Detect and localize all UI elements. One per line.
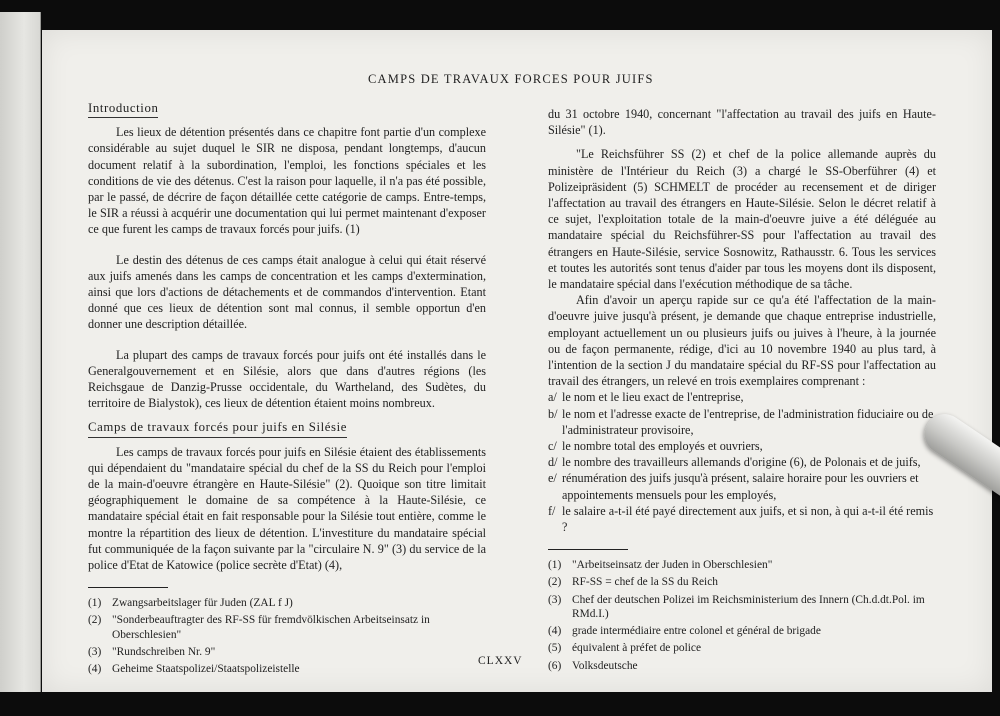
- paragraph-silesia: Les camps de travaux forcés pour juifs en Silésie étaient des établissements qui dépendaient du "mandataire spécial du chef de la SS du Reich pour l'emploi de la main-d'oeuvre étrangère en Haute-Silésie" (2). Quoique son titre limitait géographiquement le domaine de sa compétence à la Haute-Silésie, ce mandataire spécial était en fait responsable pour la Silésie tout entière, comme le montre la répartition des lieux de détention. L'investiture du mandataire spécial fut communiquée de la façon suivante par la "circulaire N. 9" (3) du service de la police d'Etat de Katowice (police secrète d'Etat) (4),: [88, 444, 486, 573]
- quote-paragraph-1: "Le Reichsführer SS (2) et chef de la police allemande auprès du ministère de l'Intérieur du Reich (3) a chargé le SS-Oberführer (4) et Polizeipräsident (5) SCHMELT de procéder au recensement et de diriger l'affectation au travail des étrangers en Haute-Silésie. Selon le décret relatif à ce sujet, l'exploitation totale de la main-d'oeuvre juive a été déléguée au mandataire spécial du Reichsführer-SS pour l'affectation au travail des étrangers en Haute-Silésie, service Sosnowitz, Rathausstr. 6. Tous les services et toutes les autorités sont tenus d'aider par tous les moyens dont ils disposent, le mandataire spécial dans l'exécution méthodique de sa tâche.: [548, 147, 936, 292]
- footnote: (2) "Sonderbeauftragter des RF-SS für fremdvölkischen Arbeitseinsatz in Oberschlesien": [88, 614, 430, 641]
- paragraph-intro-3: La plupart des camps de travaux forcés pour juifs ont été installés dans le Generalgouvernement et en Silésie, alors que dans d'autres régions (les Reichsgaue de Danzig-Prusse occidentale, du Wartheland, des Sudètes, du territoire de Bialystok), ces lieux de détention étaient moins nombreux.: [88, 347, 486, 411]
- footnote: (6) Volksdeutsche: [548, 659, 638, 672]
- quote-paragraph-2: Afin d'avoir un aperçu rapide sur ce qu'a été l'affectation de la main-d'oeuvre juive jusqu'à présent, je demande que chaque entreprise industrielle, employant actuellement un ou plusieurs juifs ou juives à l'heure, à la journée ou de façon permanente, rédige, d'ici au 10 novembre 1940 au plus tard, à l'intention de la section J du mandataire spécial du RF-SS pour l'affectation au travail des étrangers, un relevé en trois exemplaires comprenant :: [548, 293, 936, 389]
- footnote: (3) "Rundschreiben Nr. 9": [88, 645, 216, 658]
- paragraph-intro-2: Le destin des détenus de ces camps était analogue à celui qui était réservé aux juifs amenés dans les camps de concentration et les camps d'extermination, ainsi que lors d'actions de détachements et de commandos d'intervention. Etant donné que ces lieux de détention sont mal connus, il semble opportun d'en donner une description détaillée.: [88, 252, 486, 332]
- list-item: c/ le nombre total des employés et ouvriers,: [548, 439, 763, 454]
- page-title: CAMPS DE TRAVAUX FORCES POUR JUIFS: [368, 72, 654, 86]
- left-column: [88, 100, 486, 679]
- footnote: (1) "Arbeitseinsatz der Juden in Oberschlesien": [548, 559, 773, 572]
- heading-introduction: Introduction: [88, 100, 158, 118]
- footnote: (1) Zwangsarbeitslager für Juden (ZAL f J): [88, 597, 293, 610]
- footnote: (3) Chef der deutschen Polizei im Reichsministerium des Innern (Ch.d.dt.Pol. im RMd.I.): [548, 593, 925, 620]
- paragraph-continuation: du 31 octobre 1940, concernant "l'affectation au travail des juifs en Haute-Silésie" (1).: [548, 107, 936, 138]
- list-item: e/ rénumération des juifs jusqu'à présent, salaire horaire pour les ouvriers et appointements mensuels pour les employés,: [548, 471, 919, 502]
- footnote: (4) grade intermédiaire entre colonel et général de brigade: [548, 625, 821, 638]
- heading-silesia: Camps de travaux forcés pour juifs en Silésie: [88, 419, 347, 437]
- paragraph-intro-1: Les lieux de détention présentés dans ce chapitre font partie d'un complexe considérable au sujet duquel le SIR ne disposa, pendant longtemps, d'aucun document relatif à la subordination, l'emploi, les fonctions spéciales et les conditions de vie des détenus. C'est la raison pour laquelle, il n'a pas été possible, par le passé, de décrire de façon détaillée cette catégorie de camps. Entre-temps, le SIR a réussi à acquérir une documentation qui lui permet maintenant d'exposer ce que furent les camps de travaux forcés pour juifs. (1): [88, 125, 486, 237]
- footnote: (2) RF-SS = chef de la SS du Reich: [548, 576, 718, 589]
- right-column: [548, 106, 936, 676]
- page-number: CLXXV: [478, 655, 523, 667]
- footnote: (5) équivalent à préfet de police: [548, 642, 702, 655]
- list-item: d/ le nombre des travailleurs allemands d'origine (6), de Polonais et de juifs,: [548, 455, 921, 470]
- footnote-divider: [548, 549, 628, 550]
- footnote-divider: [88, 587, 168, 588]
- list-item: a/ le nom et le lieu exact de l'entreprise,: [548, 390, 744, 405]
- list-item: b/ le nom et l'adresse exacte de l'entreprise, de l'administration fiduciaire ou de l'administrateur provisoire,: [548, 406, 934, 437]
- footnote: (4) Geheime Staatspolizei/Staatspolizeistelle: [88, 663, 300, 676]
- list-item: f/ le salaire a-t-il été payé directement aux juifs, et si non, à qui a-t-il été remis ?: [548, 503, 934, 535]
- previous-page-edge: [0, 12, 41, 692]
